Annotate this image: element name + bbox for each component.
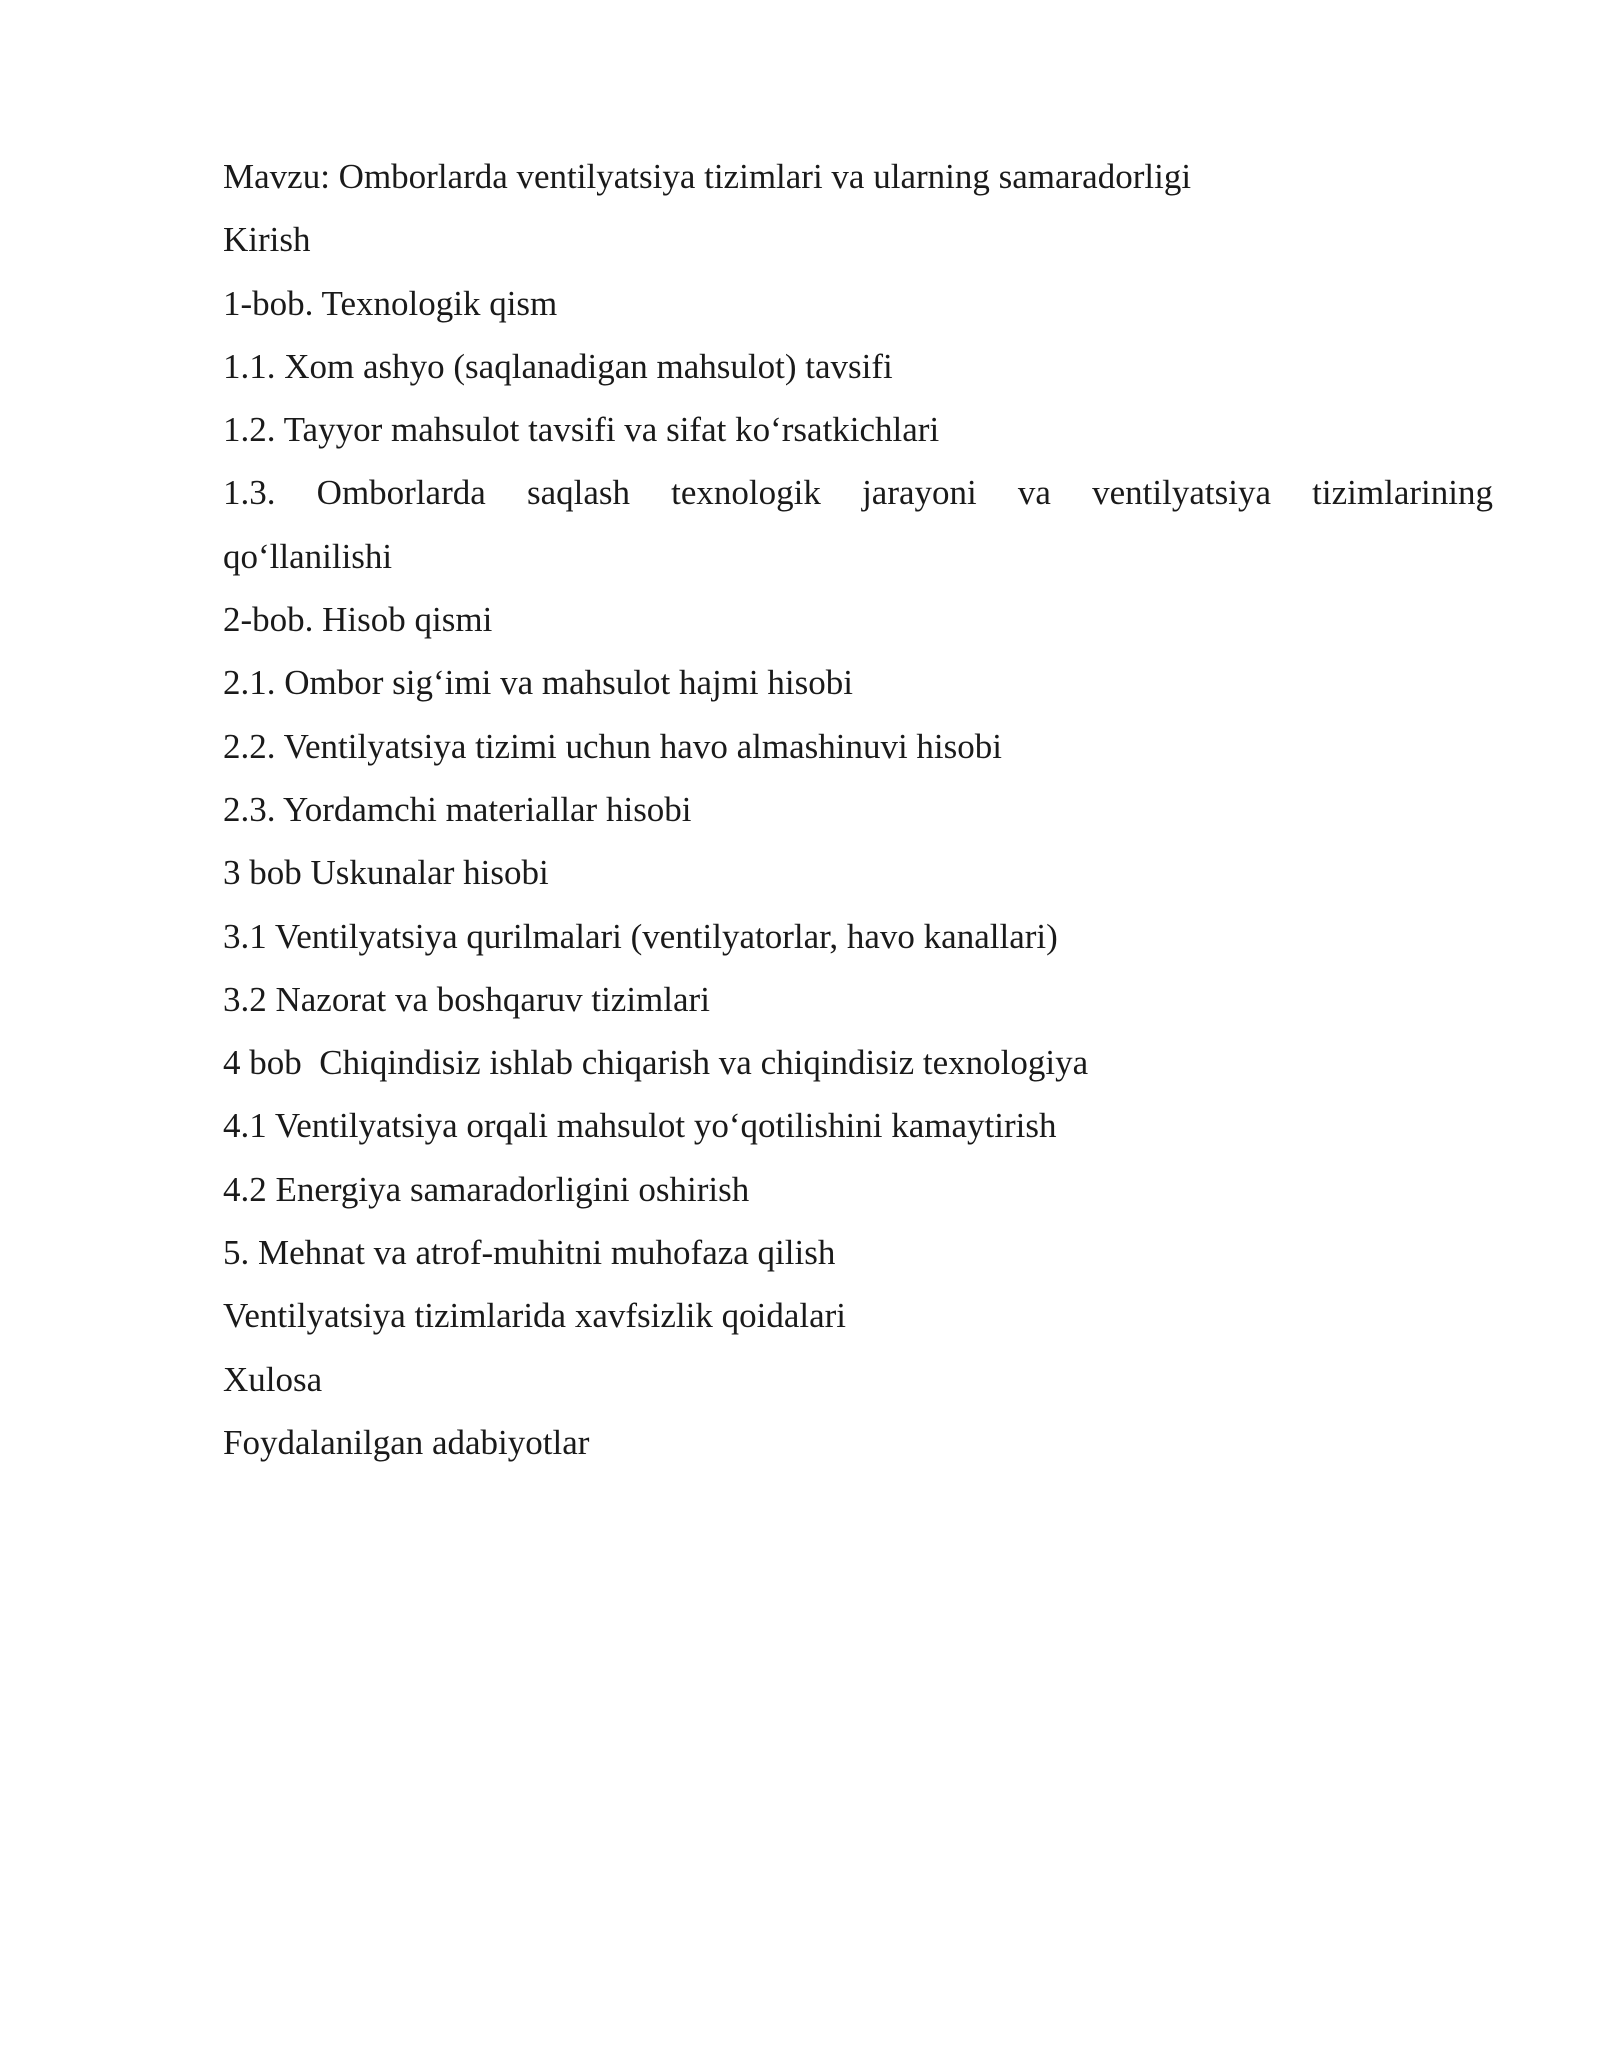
- toc-item-4-2: 4.2 Energiya samaradorligini oshirish: [223, 1169, 750, 1209]
- toc-chapter-1: 1-bob. Texnologik qism: [223, 283, 558, 323]
- toc-item-1-3-word: tizimlarining: [1312, 473, 1493, 513]
- toc-item-1-2: 1.2. Tayyor mahsulot tavsifi va sifat koʻrsatkichlari: [223, 410, 940, 450]
- toc-item-conclusion: Xulosa: [223, 1359, 323, 1399]
- toc-item-1-3-word: Omborlarda: [316, 473, 486, 513]
- toc-item-1-3-word: 1.3.: [223, 473, 276, 513]
- toc-item-1-3-word: saqlash: [526, 473, 630, 513]
- toc-item-introduction: Kirish: [223, 220, 311, 260]
- toc-item-1-3: [223, 461, 1493, 524]
- toc-chapter-4: 4 bob Chiqindisiz ishlab chiqarish va chiqindisiz texnologiya: [223, 1043, 1089, 1083]
- toc-chapter-3: 3 bob Uskunalar hisobi: [223, 853, 549, 893]
- toc-item-2-3: 2.3. Yordamchi materiallar hisobi: [223, 789, 692, 829]
- toc-item-1-3-word: ventilyatsiya: [1092, 473, 1271, 513]
- toc-chapter-5: 5. Mehnat va atrof-muhitni muhofaza qilish: [223, 1233, 836, 1273]
- toc-item-1-3-continuation: qoʻllanilishi: [223, 536, 393, 576]
- toc-item-1-3-word: texnologik: [671, 473, 821, 513]
- toc-item-1-1: 1.1. Xom ashyo (saqlanadigan mahsulot) tavsifi: [223, 346, 893, 386]
- toc-chapter-2: 2-bob. Hisob qismi: [223, 600, 493, 640]
- toc-item-2-1: 2.1. Ombor sigʻimi va mahsulot hajmi hisobi: [223, 663, 853, 703]
- toc-item-2-2: 2.2. Ventilyatsiya tizimi uchun havo almashinuvi hisobi: [223, 726, 1002, 766]
- toc-item-1-3-word: va: [1017, 473, 1051, 513]
- toc-item-references: Foydalanilgan adabiyotlar: [223, 1422, 590, 1462]
- toc-item-1-3-word: jarayoni: [862, 473, 977, 513]
- table-of-contents: [223, 145, 1493, 1474]
- toc-item-safety: Ventilyatsiya tizimlarida xavfsizlik qoidalari: [223, 1296, 847, 1336]
- toc-item-3-1: 3.1 Ventilyatsiya qurilmalari (ventilyatorlar, havo kanallari): [223, 916, 1058, 956]
- toc-item-3-2: 3.2 Nazorat va boshqaruv tizimlari: [223, 979, 710, 1019]
- document-title: Mavzu: Omborlarda ventilyatsiya tizimlari va ularning samaradorligi: [223, 157, 1192, 196]
- toc-item-4-1: 4.1 Ventilyatsiya orqali mahsulot yoʻqotilishini kamaytirish: [223, 1106, 1057, 1146]
